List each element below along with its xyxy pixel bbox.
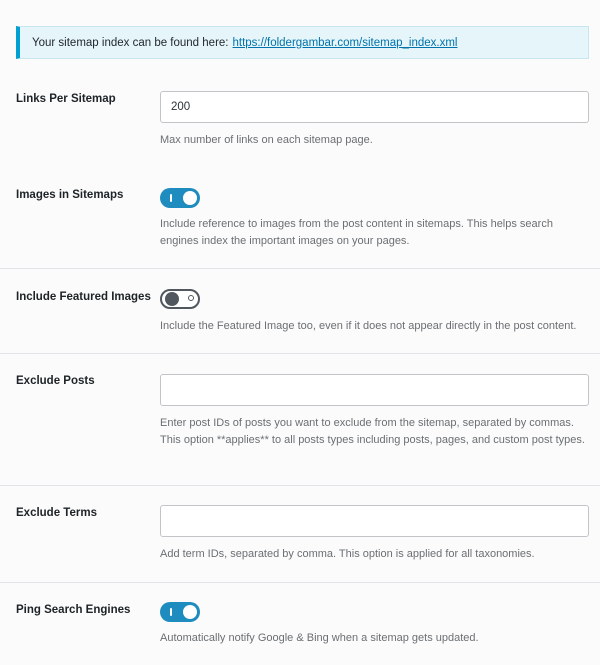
toggle-knob — [165, 292, 179, 306]
images-in-sitemaps-description: Include reference to images from the post content in sitemaps. This helps search engines index the important images on your pages. — [160, 218, 553, 247]
toggle-knob — [183, 605, 197, 619]
sitemap-index-link[interactable]: https://foldergambar.com/sitemap_index.xml — [232, 36, 458, 49]
exclude-posts-label: Exclude Posts — [16, 375, 95, 387]
sitemap-notice — [16, 26, 589, 59]
links-per-sitemap-input[interactable] — [160, 91, 589, 123]
ping-search-engines-toggle[interactable] — [160, 602, 200, 622]
include-featured-images-label: Include Featured Images — [16, 291, 151, 303]
exclude-terms-label: Exclude Terms — [16, 507, 97, 519]
exclude-posts-description: Enter post IDs of posts you want to exclude from the sitemap, separated by commas. This option **applies** to all posts types including posts, pages, and custom post types. — [160, 417, 585, 446]
images-in-sitemaps-toggle[interactable] — [160, 188, 200, 208]
ping-search-engines-description: Automatically notify Google & Bing when a sitemap gets updated. — [160, 632, 479, 644]
divider — [0, 485, 600, 486]
toggle-on-indicator-icon — [170, 608, 172, 616]
divider — [0, 582, 600, 583]
exclude-posts-input[interactable] — [160, 374, 589, 406]
links-per-sitemap-description: Max number of links on each sitemap page. — [160, 134, 373, 146]
exclude-terms-description: Add term IDs, separated by comma. This option is applied for all taxonomies. — [160, 548, 535, 560]
ping-search-engines-label: Ping Search Engines — [16, 604, 131, 616]
include-featured-images-toggle[interactable] — [160, 289, 200, 309]
exclude-terms-input[interactable] — [160, 505, 589, 537]
links-per-sitemap-label: Links Per Sitemap — [16, 93, 116, 105]
include-featured-images-description: Include the Featured Image too, even if it does not appear directly in the post content. — [160, 320, 577, 332]
notice-text: Your sitemap index can be found here: — [32, 36, 229, 49]
images-in-sitemaps-label: Images in Sitemaps — [16, 189, 124, 201]
toggle-on-indicator-icon — [170, 194, 172, 202]
toggle-off-indicator-icon — [188, 295, 194, 301]
divider — [0, 268, 600, 269]
toggle-knob — [183, 191, 197, 205]
divider — [0, 353, 600, 354]
